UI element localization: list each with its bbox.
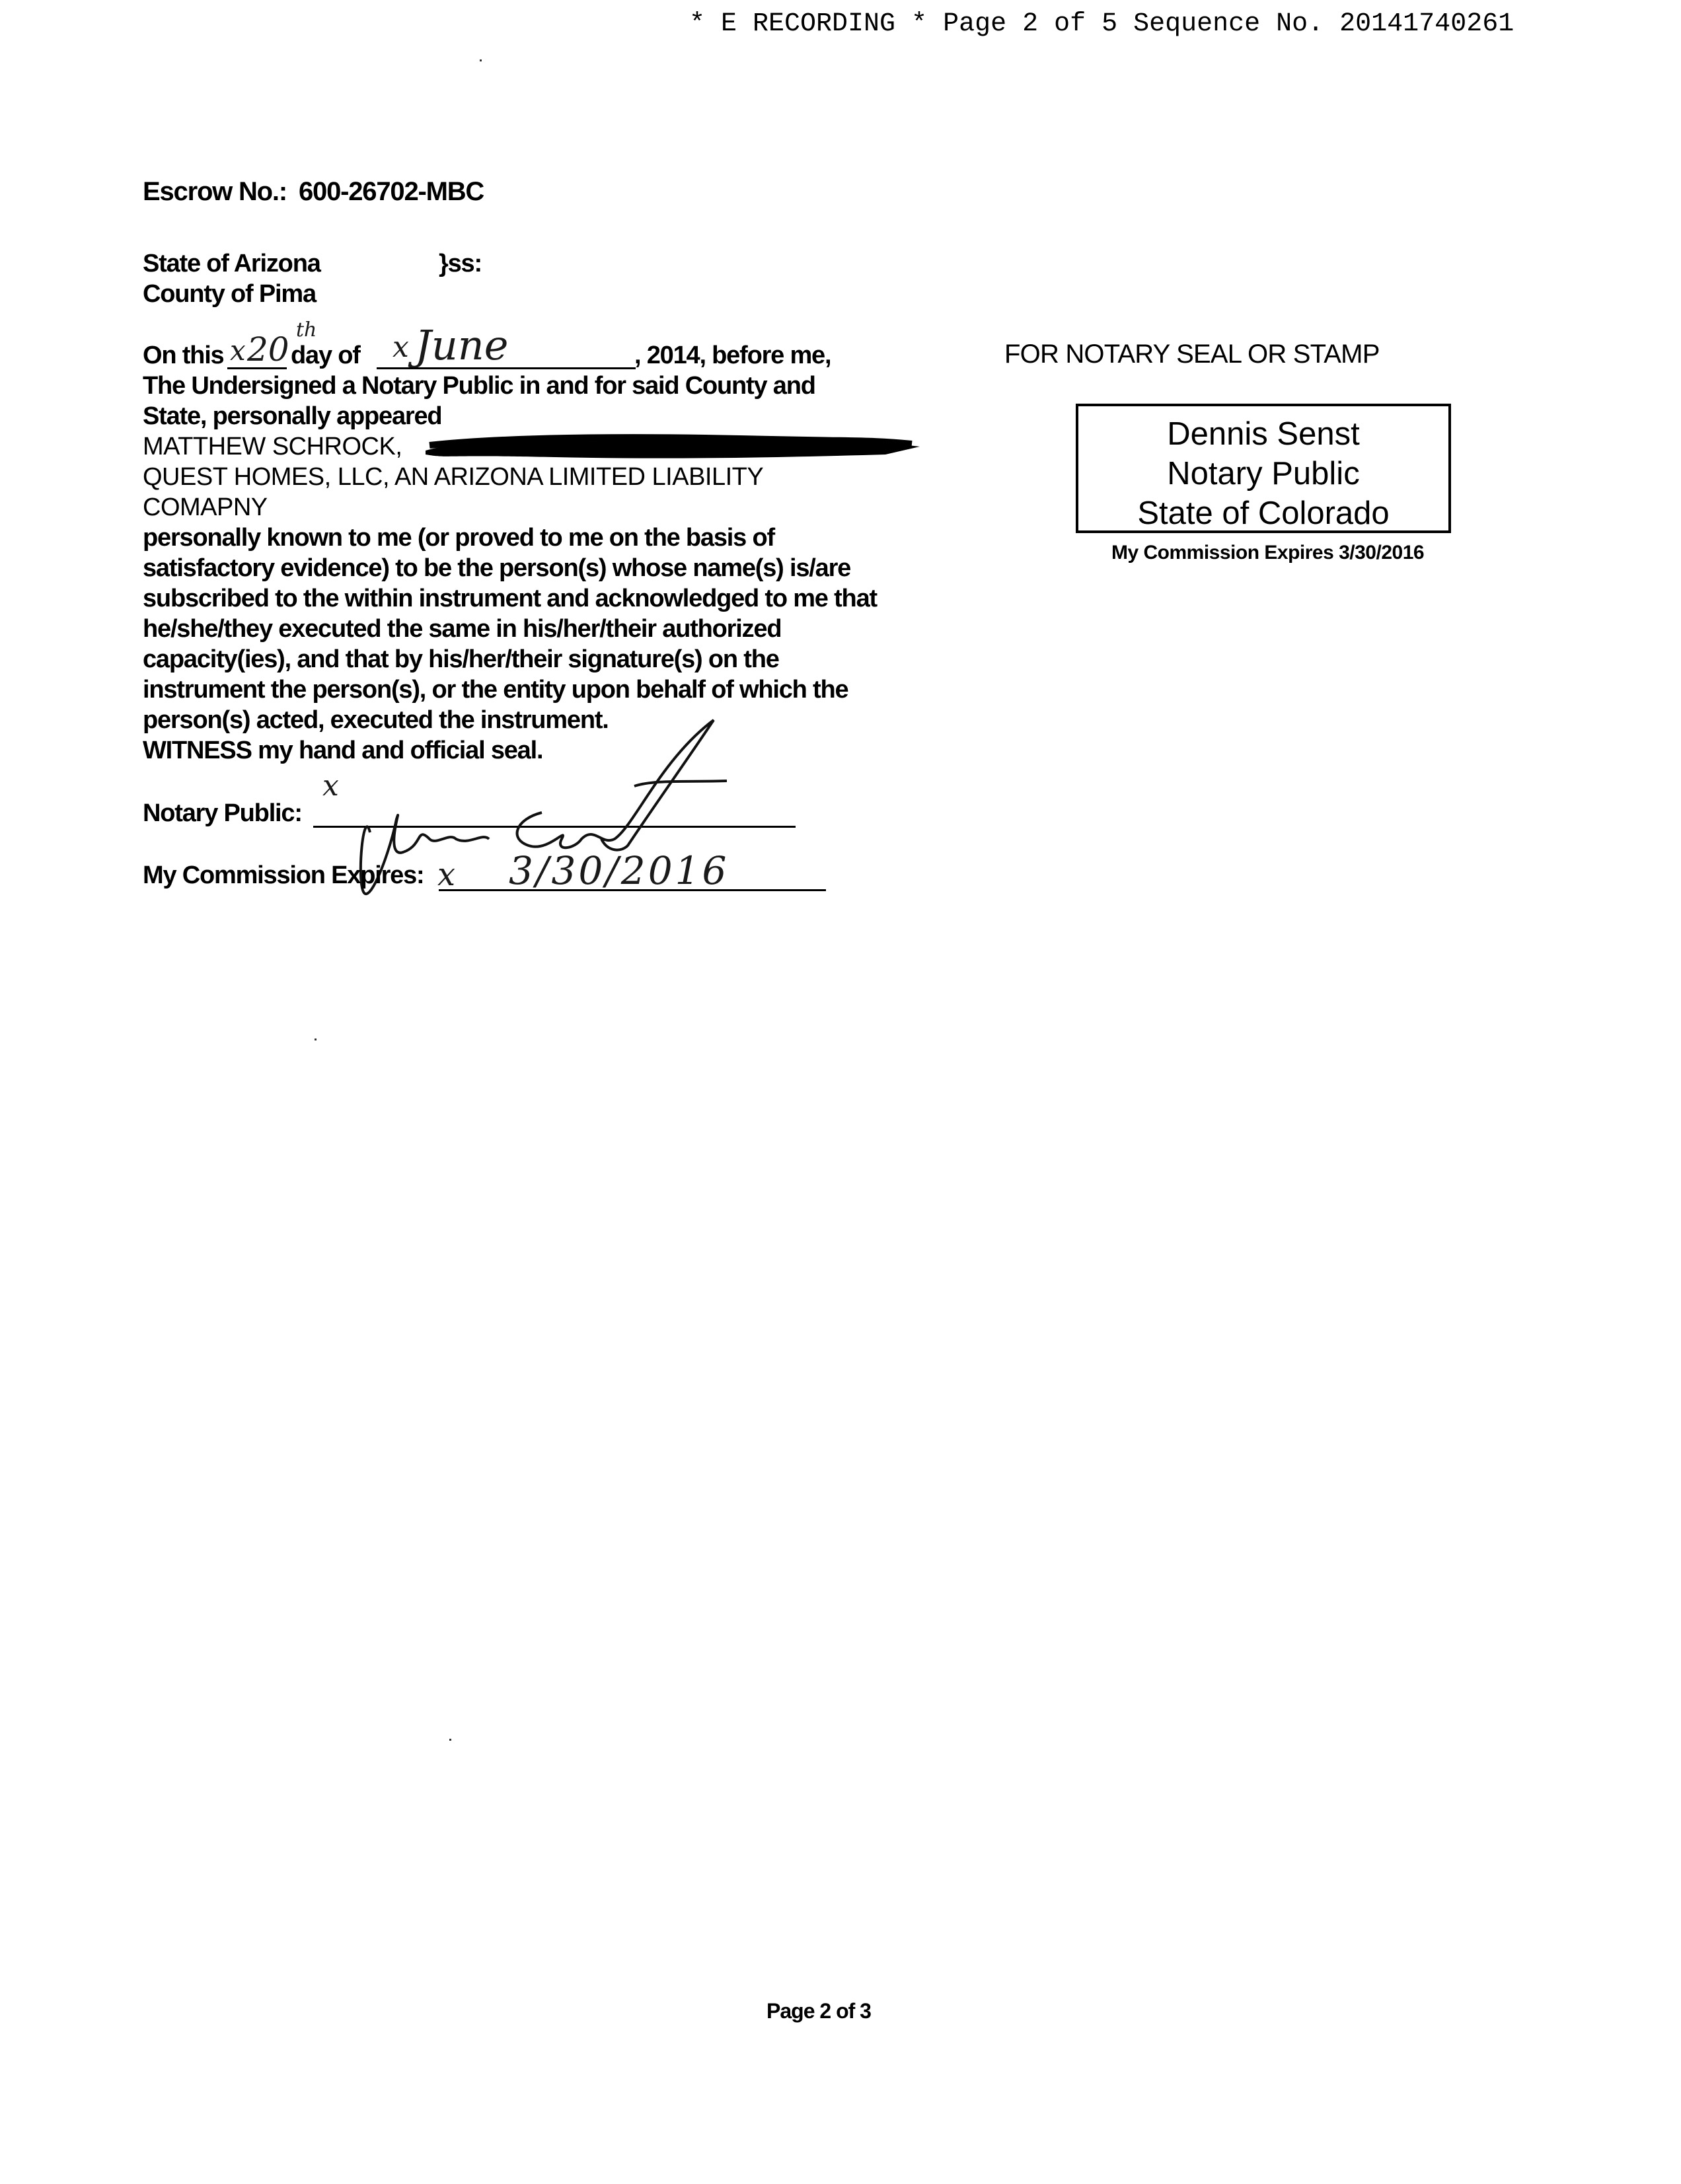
ack-day-of: day of [291,342,360,369]
appeared-name: MATTHEW SCHROCK, [143,433,402,460]
stamp-expiration: My Commission Expires 3/30/2016 [1111,542,1425,564]
ack-line-8: satisfactory evidence) to be the person(s) whose name(s) is/are [143,554,851,582]
ack-on-this: On this [143,342,224,369]
stamp-title: Notary Public [1167,456,1360,491]
venue-county: County of Pima [143,280,316,308]
redaction-mark [423,431,925,464]
ack-line-5: QUEST HOMES, LLC, AN ARIZONA LIMITED LIABILITY [143,463,764,491]
handwritten-day-suffix: th [296,318,317,342]
ack-line-10: he/she/they executed the same in his/her/their authorized [143,615,782,643]
ack-line-7: personally known to me (or proved to me on the basis of [143,524,774,552]
stamp-state: State of Colorado [1137,495,1390,531]
scan-speck [480,59,482,61]
seal-heading: FOR NOTARY SEAL OR STAMP [1004,340,1380,369]
scan-speck [315,1038,317,1040]
venue-state: State of Arizona [143,250,320,277]
ack-line-11: capacity(ies), and that by his/her/their signature(s) on the [143,645,779,673]
day-blank-line [227,367,287,369]
month-blank-line [377,367,636,369]
ack-line-13: person(s) acted, executed the instrument. [143,706,609,734]
handwritten-x-month: x [392,330,409,364]
stamp-name: Dennis Senst [1167,416,1360,452]
ack-year: , 2014, before me, [634,342,831,369]
recording-stamp: * E RECORDING * Page 2 of 5 Sequence No. 20141740261 [689,9,1514,39]
ack-line-3: State, personally appeared [143,402,442,430]
escrow-number: 600-26702-MBC [299,177,484,206]
handwritten-commission-date: 3/30/2016 [509,848,729,893]
handwritten-x-signature: x [322,769,339,803]
handwritten-day: 20 [247,330,289,369]
handwritten-x-commission: x [437,856,456,893]
page-number: Page 2 of 3 [766,1999,871,2023]
ack-line-9: subscribed to the within instrument and acknowledged to me that [143,585,877,612]
venue-ss: }ss: [439,250,482,277]
ack-line-12: instrument the person(s), or the entity upon behalf of which the [143,676,848,704]
commission-expires-label: My Commission Expires: [143,861,424,889]
ack-line-2: The Undersigned a Notary Public in and for said County and [143,372,815,400]
scan-speck [449,1739,451,1741]
ack-line-6: COMAPNY [143,493,268,521]
escrow-label: Escrow No.: [143,177,287,206]
ack-line-14: WITNESS my hand and official seal. [143,737,543,764]
handwritten-x-day: x [230,334,246,367]
commission-line [439,889,826,891]
notary-stamp [1076,404,1451,533]
handwritten-month: June [415,321,509,369]
notary-public-label: Notary Public: [143,799,302,827]
